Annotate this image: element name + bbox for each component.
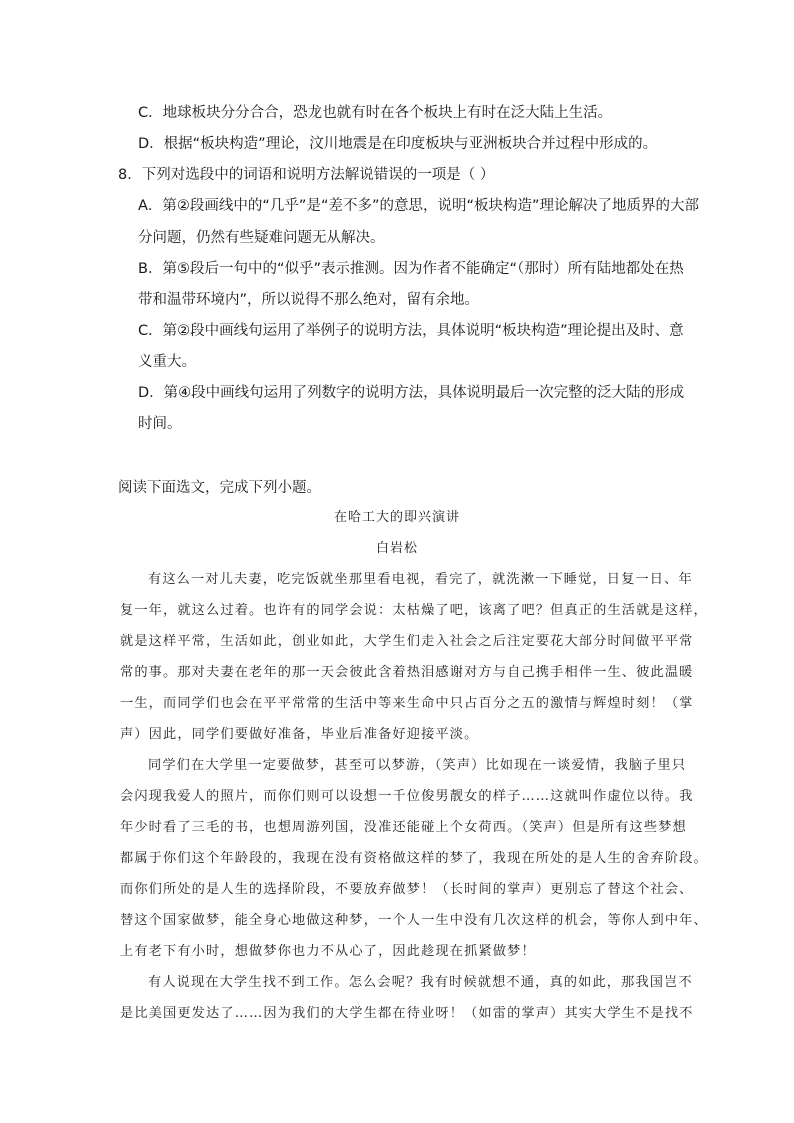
q8-option-a-line2: 分问题，仍然有些疑难问题无从解决。	[138, 230, 385, 246]
q8-option-b-line1: B．第⑤段后一句中的“似乎”表示推测。因为作者不能确定“（那时）所有陆地都处在热	[138, 261, 684, 277]
q8-option-b-line2: 带和温带环境内”，所以说得不那么绝对，留有余地。	[138, 292, 480, 308]
q8-option-a-line1: A．第②段画线中的“几乎”是“差不多”的意思，说明“板块构造”理论解决了地质界的大部	[138, 198, 699, 214]
para1-line3: 就是这样平常，生活如此，创业如此，大学生们走入社会之后注定要花大部分时间做平平常	[120, 634, 694, 649]
para3-line2: 是比美国更发达了……因为我们的大学生都在待业呀！（如雷的掌声）其实大学生不是找不	[120, 1006, 694, 1021]
para3-line1: 有人说现在大学生找不到工作。怎么会呢？我有时候就想不通，真的如此，那我国岂不	[148, 975, 693, 990]
para2-line5: 而你们所处的是人生的选择阶段，不要放弃做梦！（长时间的掌声）更别忘了替这个社会、	[120, 882, 694, 897]
para2-line7: 上有老下有小时，想做梦你也力不从心了，因此趁现在抓紧做梦！	[120, 944, 536, 959]
para1-line6: 声）因此，同学们要做好准备，毕业后准备好迎接平淡。	[120, 727, 479, 742]
para1-line2: 复一年，就这么过着。也许有的同学会说：太枯燥了吧，该离了吧？但真正的生活就是这样，	[120, 603, 708, 618]
q8-stem: 8．下列对选段中的词语和说明方法解说错误的一项是（ ）	[118, 167, 495, 183]
article-title: 在哈工大的即兴演讲	[333, 510, 460, 525]
q8-option-c-line1: C．第②段中画线句运用了举例子的说明方法，具体说明“板块构造”理论提出及时、意	[138, 323, 684, 339]
para1-line1: 有这么一对儿夫妻，吃完饭就坐那里看电视，看完了，就洗漱一下睡觉，日复一日、年	[148, 572, 693, 587]
para1-line4: 常的事。那对夫妻在老年的那一天会彼此含着热泪感谢对方与自己携手相伴一生、彼此温暖	[120, 665, 694, 680]
para2-line1: 同学们在大学里一定要做梦，甚至可以梦游，（笑声）比如现在一谈爱情，我脑子里只	[148, 758, 687, 773]
para1-line5: 一生，而同学们也会在平平常常的生活中等来生命中只占百分之五的激情与辉煌时刻！（掌	[120, 696, 694, 711]
article-author: 白岩松	[375, 541, 418, 556]
q8-option-d-line2: 时间。	[138, 416, 182, 432]
q8-option-d-line1: D．第④段中画线句运用了列数字的说明方法，具体说明最后一次完整的泛大陆的形成	[138, 385, 685, 401]
q7-option-d: D．根据“板块构造”理论，汶川地震是在印度板块与亚洲板块合并过程中形成的。	[138, 136, 658, 152]
reading-instruction: 阅读下面选文，完成下列小题。	[118, 480, 321, 496]
para2-line2: 会闪现我爱人的照片，而你们则可以设想一千位俊男靓女的样子……这就叫作虚位以待。我	[120, 789, 694, 804]
para2-line4: 都属于你们这个年龄段的，我现在没有资格做这样的梦了，我现在所处的是人生的舍弃阶段。	[120, 851, 708, 866]
para2-line6: 替这个国家做梦，能全身心地做这种梦，一个人一生中没有几次这样的机会，等你人到中年、	[120, 913, 708, 928]
para2-line3: 年少时看了三毛的书，也想周游列国，没准还能碰上个女荷西。（笑声）但是所有这些梦想	[120, 820, 687, 835]
q8-option-c-line2: 义重大。	[138, 354, 196, 370]
q7-option-c: C．地球板块分分合合，恐龙也就有时在各个板块上有时在泛大陆上生活。	[138, 105, 613, 121]
